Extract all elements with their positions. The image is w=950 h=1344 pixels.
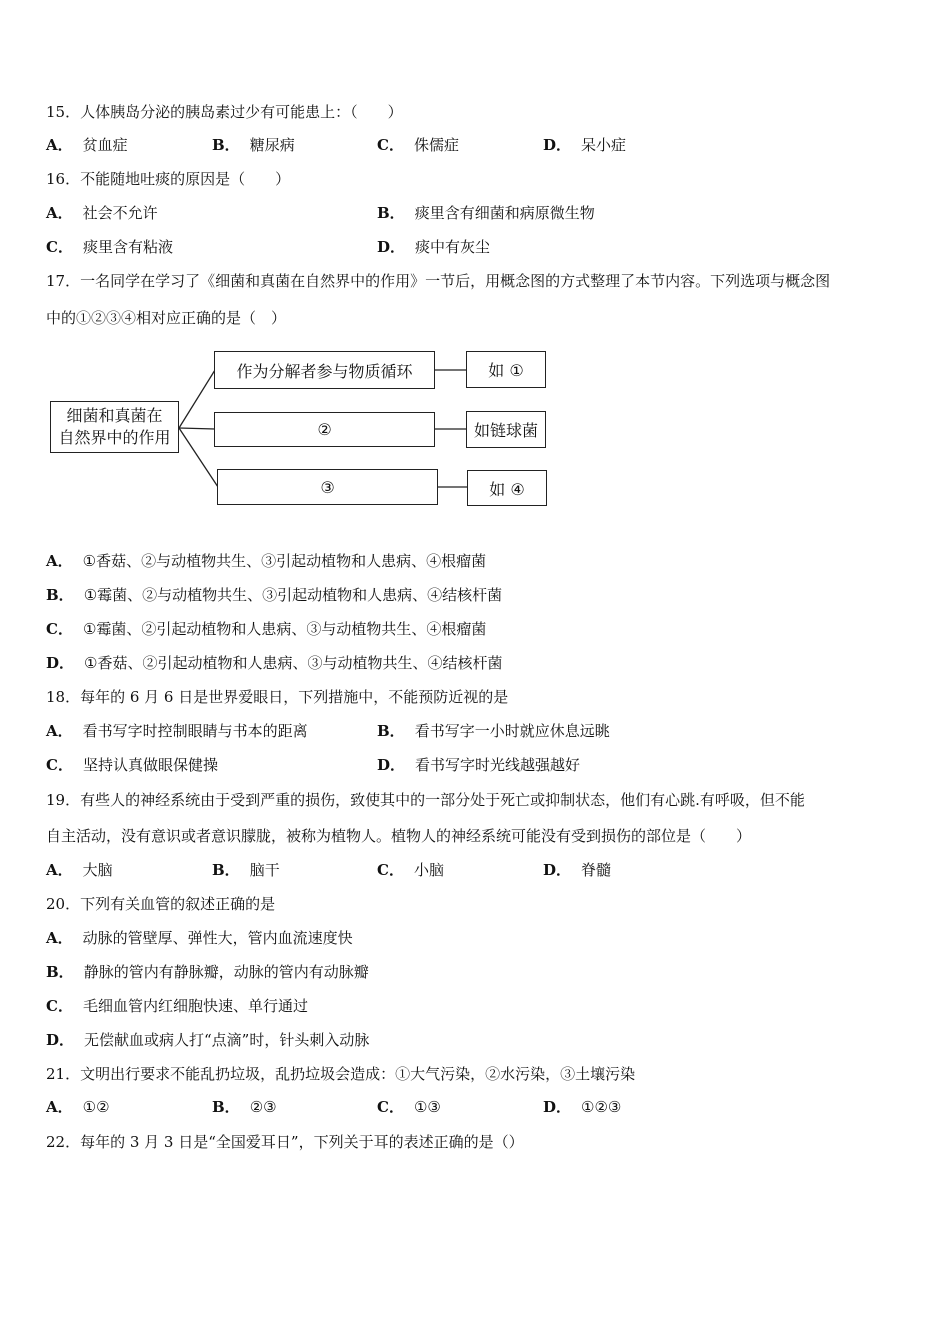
q19-stem-line2: 自主活动，没有意识或者意识朦胧，被称为植物人。植物人的神经系统可能没有受到损伤的部位是（ ） (46, 827, 752, 845)
q18-stem: 18．每年的 6 月 6 日是世界爱眼日，下列措施中，不能预防近视的是 (46, 688, 509, 706)
q19-option-b: B． 脑干 (212, 861, 280, 879)
q20-option-d: D． 无偿献血或病人打“点滴”时，针头刺入动脉 (46, 1031, 370, 1049)
q16-option-b: B． 痰里含有细菌和病原微生物 (377, 204, 595, 222)
q16-option-c: C． 痰里含有粘液 (46, 238, 173, 256)
q21-option-a: A． ①② (46, 1098, 110, 1116)
q20-option-b: B． 静脉的管内有静脉瓣，动脉的管内有动脉瓣 (46, 963, 369, 981)
q22-stem: 22．每年的 3 月 3 日是“全国爱耳日”，下列关于耳的表述正确的是（） (46, 1133, 524, 1151)
concept-map-example3: 如 ④ (467, 470, 547, 506)
q15-option-c: C． 侏儒症 (377, 136, 459, 154)
q18-option-a: A． 看书写字时控制眼睛与书本的距离 (46, 722, 308, 740)
connector-root-branch3 (179, 428, 218, 487)
q21-stem: 21．文明出行要求不能乱扔垃圾，乱扔垃圾会造成：①大气污染，②水污染，③土壤污染 (46, 1065, 636, 1083)
q17-option-d: D． ①香菇、②引起动植物和人患病、③与动植物共生、④结核杆菌 (46, 654, 503, 672)
q17-option-c: C． ①霉菌、②引起动植物和人患病、③与动植物共生、④根瘤菌 (46, 620, 487, 638)
q18-option-b: B． 看书写字一小时就应休息远眺 (377, 722, 610, 740)
q17-option-b: B． ①霉菌、②与动植物共生、③引起动植物和人患病、④结核杆菌 (46, 586, 503, 604)
concept-map-example1: 如 ① (466, 351, 546, 388)
q19-stem-line1: 19．有些人的神经系统由于受到严重的损伤，致使其中的一部分处于死亡或抑制状态，他们有心跳.有呼吸，但不能 (46, 791, 805, 809)
connector-root-branch1 (179, 370, 215, 428)
q17-stem-line1: 17．一名同学在学习了《细菌和真菌在自然界中的作用》一节后，用概念图的方式整理了本节内容。下列选项与概念图 (46, 272, 831, 290)
concept-map-branch3: ③ (217, 469, 438, 505)
concept-map-branch2: ② (214, 412, 435, 447)
q16-stem: 16．不能随地吐痰的原因是（ ） (46, 170, 291, 188)
q21-option-b: B． ②③ (212, 1098, 277, 1116)
q15-option-d: D． 呆小症 (543, 136, 627, 154)
root-label-line2: 自然界中的作用 (58, 428, 171, 447)
q20-stem: 20．下列有关血管的叙述正确的是 (46, 895, 276, 913)
q16-option-a: A． 社会不允许 (46, 204, 158, 222)
concept-map-root (50, 401, 179, 453)
concept-map-branch1: 作为分解者参与物质循环 (214, 351, 435, 389)
q18-option-c: C． 坚持认真做眼保健操 (46, 756, 218, 774)
q17-stem-line2: 中的①②③④相对应正确的是（ ） (46, 309, 287, 327)
q16-option-d: D． 痰中有灰尘 (377, 238, 491, 256)
q15-stem: 15．人体胰岛分泌的胰岛素过少有可能患上：（ ） (46, 103, 403, 121)
q20-option-a: A． 动脉的管壁厚、弹性大，管内血流速度快 (46, 929, 353, 947)
q15-option-b: B． 糖尿病 (212, 136, 295, 154)
q21-option-d: D． ①②③ (543, 1098, 622, 1116)
q20-option-c: C． 毛细血管内红细胞快速、单行通过 (46, 997, 308, 1015)
q15-option-a: A． 贫血症 (46, 136, 128, 154)
q17-option-a: A． ①香菇、②与动植物共生、③引起动植物和人患病、④根瘤菌 (46, 552, 487, 570)
connector-root-branch2 (179, 428, 215, 429)
q19-option-a: A． 大脑 (46, 861, 113, 879)
root-label-line1: 细菌和真菌在 (66, 406, 163, 425)
q19-option-d: D． 脊髓 (543, 861, 612, 879)
q18-option-d: D． 看书写字时光线越强越好 (377, 756, 581, 774)
q19-option-c: C． 小脑 (377, 861, 444, 879)
q21-option-c: C． ①③ (377, 1098, 441, 1116)
concept-map-example2: 如链球菌 (466, 411, 546, 448)
